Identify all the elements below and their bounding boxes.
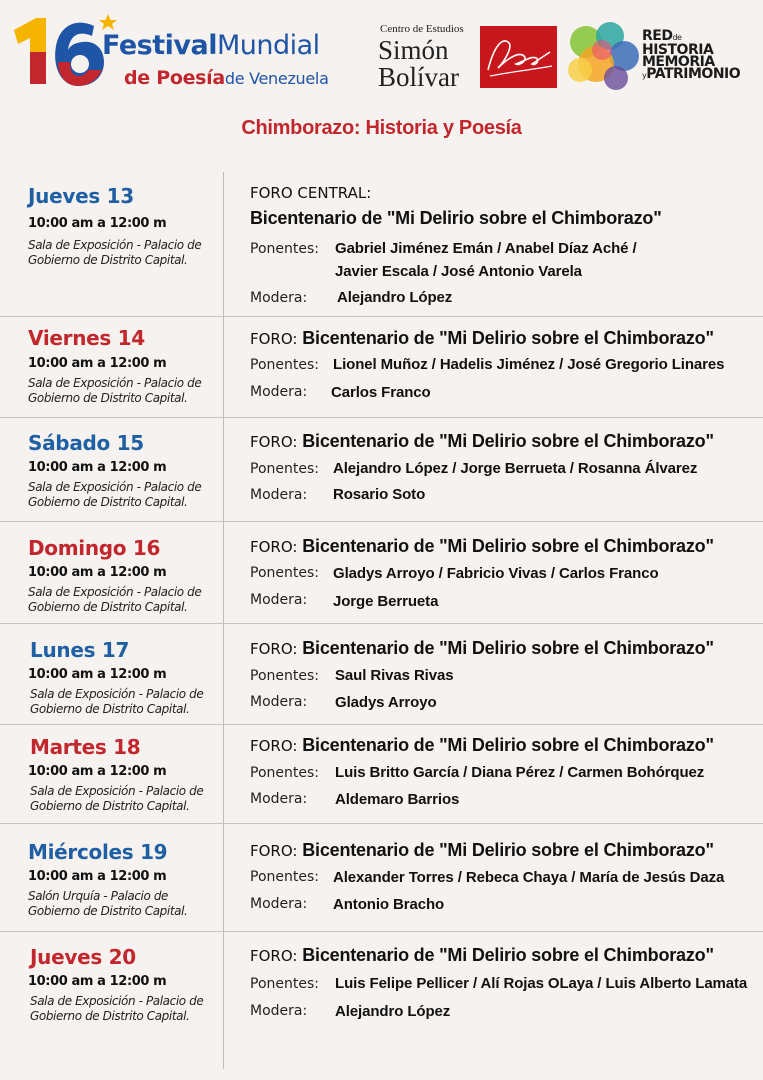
day-label: Jueves 13 xyxy=(28,184,134,208)
foro-title: Bicentenario de "Mi Delirio sobre el Chimborazo" xyxy=(302,840,714,860)
foro-line xyxy=(250,735,714,756)
ponentes-names: Luis Britto García / Diana Pérez / Carmen Bohórquez xyxy=(335,764,705,781)
ponentes-names: Lionel Muñoz / Hadelis Jiménez / José Gregorio Linares xyxy=(333,356,725,373)
patrimonio-word: PATRIMONIO xyxy=(646,66,741,82)
foro-label: FORO: xyxy=(250,330,298,348)
modera-label: Modera: xyxy=(250,487,308,503)
ponentes-names: Alejandro López / Jorge Berrueta / Rosanna Álvarez xyxy=(333,460,698,477)
venue-label: Sala de Exposición - Palacio de Gobierno de Distrito Capital. xyxy=(28,585,202,614)
moderator-name: Gladys Arroyo xyxy=(335,694,437,711)
ponentes-label: Ponentes: xyxy=(250,461,319,477)
bolivar-signature-icon xyxy=(480,26,557,88)
de-venezuela-word: de Venezuela xyxy=(224,69,329,88)
ponentes-label: Ponentes: xyxy=(250,976,319,992)
venue-label: Sala de Exposición - Palacio de Gobierno de Distrito Capital. xyxy=(28,480,202,509)
foro-title: Bicentenario de "Mi Delirio sobre el Chimborazo" xyxy=(302,536,714,556)
festival-title-line1 xyxy=(102,30,320,61)
row-divider xyxy=(0,316,763,317)
centro-estudios-logo xyxy=(378,24,478,91)
day-label: Jueves 20 xyxy=(30,945,136,969)
foro-line xyxy=(250,638,714,659)
time-label: 10:00 am a 12:00 m xyxy=(28,356,167,371)
memoria-word: MEMORIA xyxy=(642,54,715,70)
day-label: Sábado 15 xyxy=(28,431,144,455)
ponentes-names: Luis Felipe Pellicer / Alí Rojas OLaya / Luis Alberto Lamata xyxy=(335,975,748,992)
time-label: 10:00 am a 12:00 m xyxy=(28,667,167,682)
modera-label: Modera: xyxy=(250,694,308,710)
time-label: 10:00 am a 12:00 m xyxy=(28,869,167,884)
red-de-word: de xyxy=(672,33,682,42)
moderator-name: Carlos Franco xyxy=(331,384,431,401)
red-historia-text xyxy=(642,30,740,82)
day-label: Lunes 17 xyxy=(30,638,130,662)
modera-label: Modera: xyxy=(250,1003,308,1019)
signature-box xyxy=(480,26,557,88)
foro-title: Bicentenario de "Mi Delirio sobre el Chimborazo" xyxy=(302,735,714,755)
header xyxy=(0,0,763,105)
historia-word: HISTORIA xyxy=(642,42,714,58)
foro-line xyxy=(250,945,714,966)
foro-label: FORO: xyxy=(250,737,298,755)
day-label: Domingo 16 xyxy=(28,536,161,560)
modera-label: Modera: xyxy=(250,290,308,306)
foro-label: FORO: xyxy=(250,433,298,451)
ponentes-names: Saul Rivas Rivas xyxy=(335,667,454,684)
row-divider xyxy=(0,823,763,824)
modera-label: Modera: xyxy=(250,592,308,608)
moderator-name: Rosario Soto xyxy=(333,486,426,503)
time-label: 10:00 am a 12:00 m xyxy=(28,565,167,580)
venue-label: Sala de Exposición - Palacio de Gobierno de Distrito Capital. xyxy=(30,687,204,716)
row-divider xyxy=(0,724,763,725)
time-label: 10:00 am a 12:00 m xyxy=(28,216,167,231)
modera-label: Modera: xyxy=(250,896,308,912)
red-y-word: y xyxy=(642,71,647,80)
moderator-name: Antonio Bracho xyxy=(333,896,445,913)
festival-title-line2 xyxy=(124,67,329,89)
page-subtitle: Chimborazo: Historia y Poesía xyxy=(241,117,522,139)
foro-label: FORO: xyxy=(250,842,298,860)
row-divider xyxy=(0,623,763,624)
venue-label: Sala de Exposición - Palacio de Gobierno de Distrito Capital. xyxy=(28,238,202,267)
foro-title: Bicentenario de "Mi Delirio sobre el Chimborazo" xyxy=(302,945,714,965)
foro-line xyxy=(250,328,714,349)
mundial-word: Mundial xyxy=(216,30,320,61)
foro-label: FORO: xyxy=(250,538,298,556)
day-label: Miércoles 19 xyxy=(28,840,168,864)
ponentes-label: Ponentes: xyxy=(250,241,319,257)
red-historia-logo-icon xyxy=(566,20,647,92)
day-label: Viernes 14 xyxy=(28,326,145,350)
column-divider xyxy=(223,172,224,1069)
ces-name-line1: Simón xyxy=(378,35,449,65)
venue-label: Sala de Exposición - Palacio de Gobierno de Distrito Capital. xyxy=(30,784,204,813)
foro-label: FORO: xyxy=(250,640,298,658)
moderator-name: Jorge Berrueta xyxy=(333,593,439,610)
ponentes-names-continued: Javier Escala / José Antonio Varela xyxy=(335,263,582,280)
ponentes-names: Gabriel Jiménez Emán / Anabel Díaz Aché / xyxy=(335,240,637,257)
de-poesia-word: de Poesía xyxy=(124,67,225,89)
time-label: 10:00 am a 12:00 m xyxy=(28,460,167,475)
moderator-name: Alejandro López xyxy=(335,1003,451,1020)
ces-top-text: Centro de Estudios xyxy=(380,23,464,35)
ponentes-label: Ponentes: xyxy=(250,565,319,581)
ponentes-label: Ponentes: xyxy=(250,357,319,373)
venue-label: Sala de Exposición - Palacio de Gobierno de Distrito Capital. xyxy=(30,994,204,1023)
moderator-name: Alejandro López xyxy=(337,289,453,306)
ponentes-names: Gladys Arroyo / Fabricio Vivas / Carlos Franco xyxy=(333,565,659,582)
foro-label: FORO CENTRAL: xyxy=(250,184,372,202)
ces-name-line2: Bolívar xyxy=(378,62,459,92)
row-divider xyxy=(0,931,763,932)
foro-title: Bicentenario de "Mi Delirio sobre el Chimborazo" xyxy=(302,431,714,451)
foro-line xyxy=(250,840,714,861)
foro-title: Bicentenario de "Mi Delirio sobre el Chimborazo" xyxy=(250,208,662,228)
day-label: Martes 18 xyxy=(30,735,141,759)
venue-label: Salón Urquía - Palacio de Gobierno de Distrito Capital. xyxy=(28,889,188,918)
ponentes-names: Alexander Torres / Rebeca Chaya / María de Jesús Daza xyxy=(333,869,725,886)
foro-label: FORO: xyxy=(250,947,298,965)
moderator-name: Aldemaro Barrios xyxy=(335,791,460,808)
foro-line xyxy=(250,536,714,557)
ponentes-label: Ponentes: xyxy=(250,668,319,684)
festival-word: Festival xyxy=(102,30,217,61)
ponentes-label: Ponentes: xyxy=(250,869,319,885)
foro-title: Bicentenario de "Mi Delirio sobre el Chimborazo" xyxy=(302,328,714,348)
time-label: 10:00 am a 12:00 m xyxy=(28,764,167,779)
row-divider xyxy=(0,521,763,522)
modera-label: Modera: xyxy=(250,384,308,400)
red-word: RED xyxy=(642,28,673,44)
time-label: 10:00 am a 12:00 m xyxy=(28,974,167,989)
ponentes-label: Ponentes: xyxy=(250,765,319,781)
venue-label: Sala de Exposición - Palacio de Gobierno de Distrito Capital. xyxy=(28,376,202,405)
row-divider xyxy=(0,417,763,418)
foro-title: Bicentenario de "Mi Delirio sobre el Chimborazo" xyxy=(302,638,714,658)
foro-line xyxy=(250,431,714,452)
modera-label: Modera: xyxy=(250,791,308,807)
